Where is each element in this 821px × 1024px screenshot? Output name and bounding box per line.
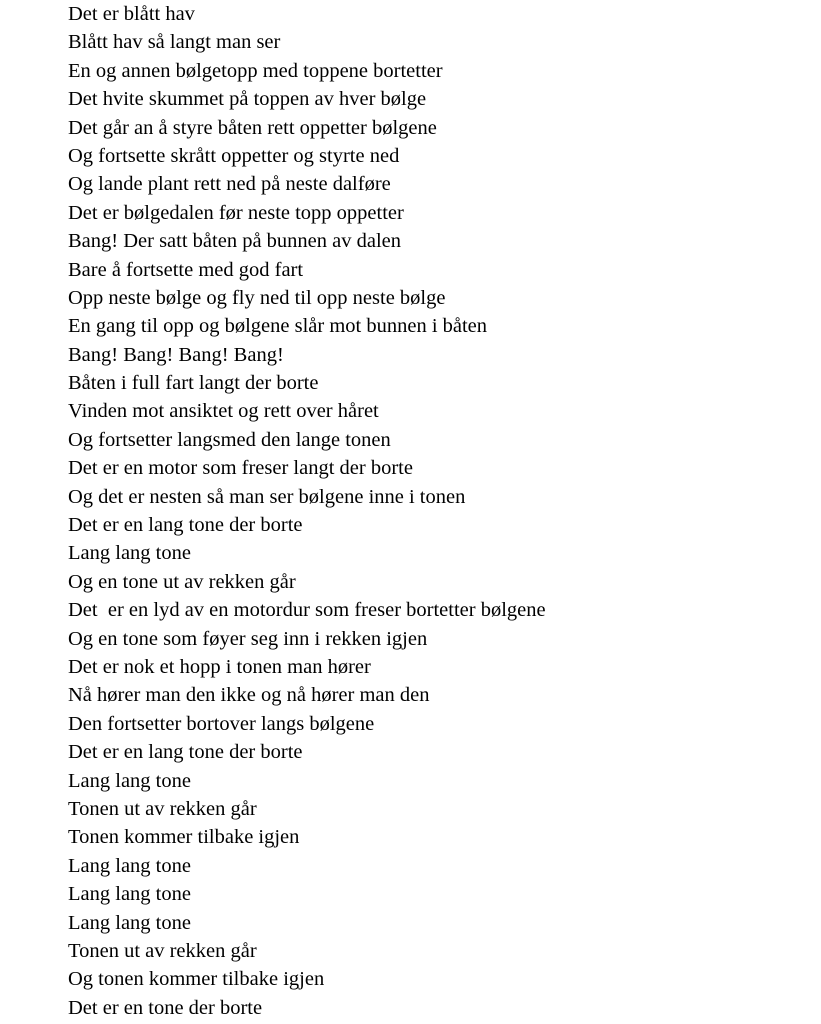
poem-line: Lang lang tone bbox=[68, 542, 191, 565]
poem-line: Det hvite skummet på toppen av hver bølge bbox=[68, 88, 427, 111]
poem-line: Båten i full fart langt der borte bbox=[68, 372, 319, 395]
poem-line: Bang! Der satt båten på bunnen av dalen bbox=[68, 230, 402, 253]
poem-line: Det er blått hav bbox=[68, 3, 195, 25]
poem-line: Og fortsetter langsmed den lange tonen bbox=[68, 428, 391, 451]
poem-line: En gang til opp og bølgene slår mot bunnen i båten bbox=[68, 315, 488, 338]
poem-line: Og lande plant rett ned på neste dalføre bbox=[68, 173, 391, 196]
poem-line: Den fortsetter bortover langs bølgene bbox=[68, 712, 375, 735]
poem-line: Det er en lyd av en motordur som freser bortetter bølgene bbox=[68, 599, 546, 622]
poem-line: Vinden mot ansiktet og rett over håret bbox=[68, 400, 379, 423]
poem-line: En og annen bølgetopp med toppene bortetter bbox=[68, 59, 443, 82]
poem-line: Det er en motor som freser langt der borte bbox=[68, 457, 413, 480]
poem-line: Tonen ut av rekken går bbox=[68, 797, 257, 820]
poem-line: Nå hører man den ikke og nå hører man den bbox=[68, 684, 430, 707]
poem-line: Lang lang tone bbox=[68, 883, 191, 906]
poem-line: Tonen kommer tilbake igjen bbox=[68, 826, 300, 849]
poem-line: Lang lang tone bbox=[68, 769, 191, 792]
poem-line: Lang lang tone bbox=[68, 911, 191, 934]
poem-line: Og en tone ut av rekken går bbox=[68, 570, 296, 593]
poem-line: Bang! Bang! Bang! Bang! bbox=[68, 343, 284, 366]
poem-line: Det er nok et hopp i tonen man hører bbox=[68, 655, 371, 678]
poem-line: Det er en lang tone der borte bbox=[68, 741, 303, 764]
poem-line: Og fortsette skrått oppetter og styrte ned bbox=[68, 144, 400, 167]
poem-line: Det går an å styre båten rett oppetter bølgene bbox=[68, 116, 437, 139]
poem-line: Og tonen kommer tilbake igjen bbox=[68, 968, 325, 991]
poem-line: Bare å fortsette med god fart bbox=[68, 258, 304, 281]
poem-line: Blått hav så langt man ser bbox=[68, 31, 281, 54]
poem-line: Det er en lang tone der borte bbox=[68, 514, 303, 537]
poem-line: Lang lang tone bbox=[68, 854, 191, 877]
poem-line: Og det er nesten så man ser bølgene inne i tonen bbox=[68, 485, 466, 508]
poem-line: Opp neste bølge og fly ned til opp neste bølge bbox=[68, 286, 446, 309]
poem-line: Det er bølgedalen før neste topp oppetter bbox=[68, 201, 404, 224]
poem-text bbox=[68, 0, 546, 1022]
poem-line: Tonen ut av rekken går bbox=[68, 939, 257, 962]
poem-line: Det er en tone der borte bbox=[68, 996, 263, 1019]
poem-line: Og en tone som føyer seg inn i rekken igjen bbox=[68, 627, 428, 650]
